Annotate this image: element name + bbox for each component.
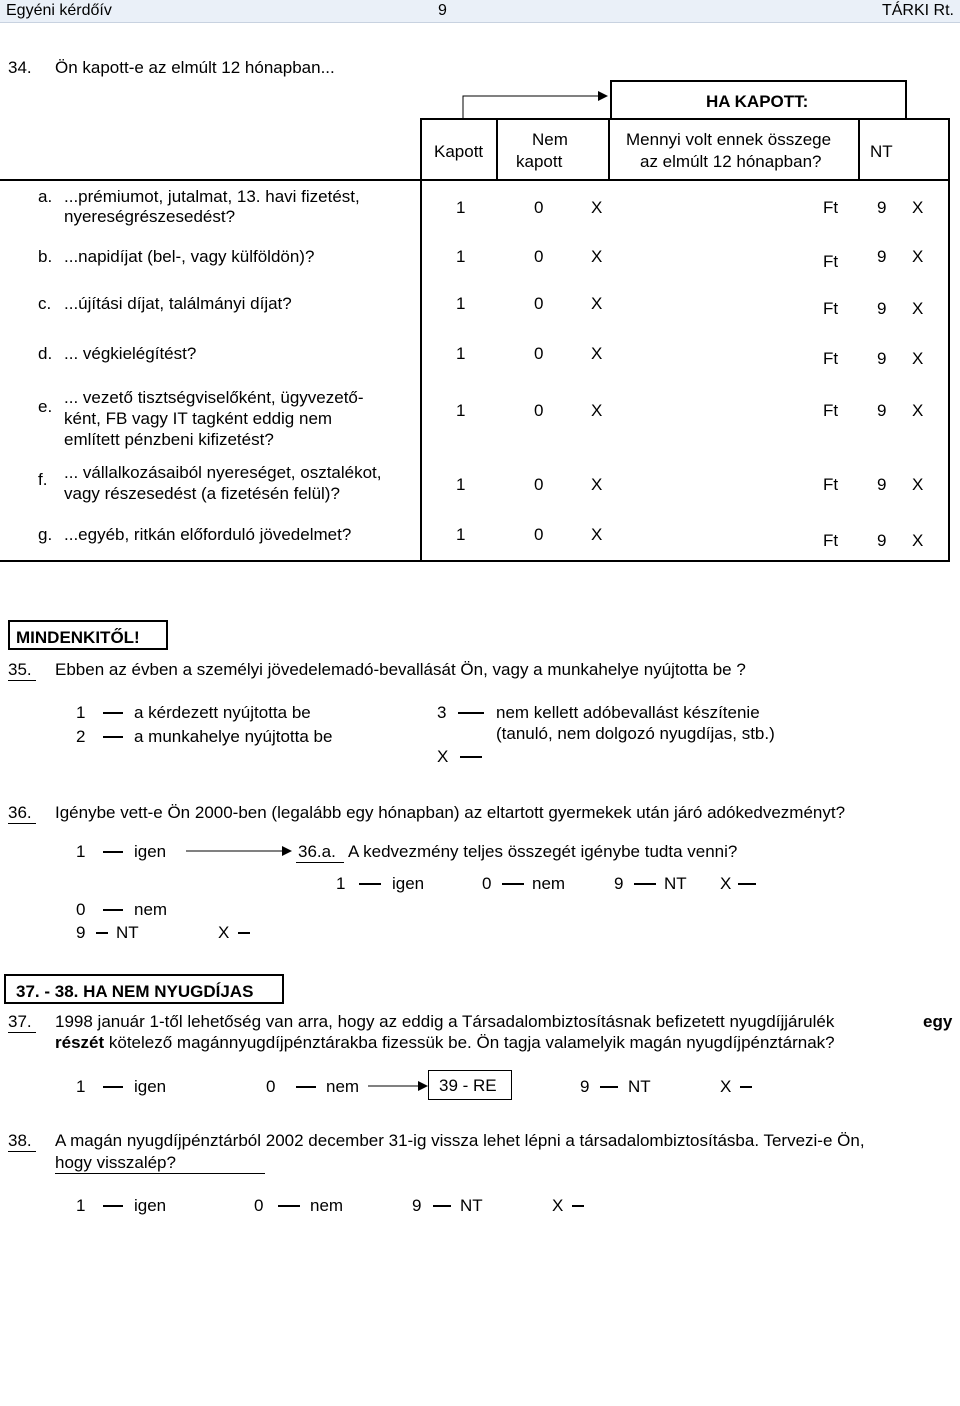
row-e-code-0[interactable]: 0 [534,401,544,420]
dash [600,1086,618,1088]
row-b-code-9[interactable]: 9 [877,247,887,266]
q38-ox-code[interactable]: X [552,1196,564,1215]
q36a-o9-code[interactable]: 9 [614,874,624,893]
row-b-code-0[interactable]: 0 [534,247,544,266]
header-left: Egyéni kérdőív [6,2,112,19]
q38-o9-code[interactable]: 9 [412,1196,422,1215]
q37-skip-label: 39 - RE [439,1076,497,1095]
q37-o1-code[interactable]: 1 [76,1077,86,1096]
row-a-code-x[interactable]: X [591,198,603,217]
q35-o2-code[interactable]: 2 [76,727,86,746]
row-a-ft: Ft [823,198,839,217]
col-nt: NT [870,142,893,161]
row-f-ft: Ft [823,475,839,494]
q38-text2: hogy visszalép? [55,1153,176,1172]
row-a-letter: a. [38,187,53,206]
q36-o9-text: NT [116,923,139,942]
row-f-code-0[interactable]: 0 [534,475,544,494]
q37-skip-box [428,1070,512,1100]
row-d-letter: d. [38,344,53,363]
q35-ox-code[interactable]: X [437,747,449,766]
row-d-code-x[interactable]: X [591,344,603,363]
row-b-code-x2[interactable]: X [912,247,924,266]
row-d-code-9[interactable]: 9 [877,349,887,368]
row-c-text1: ...újítási díjat, találmányi díjat? [64,294,292,313]
row-d-ft: Ft [823,349,839,368]
q36a-number: 36.a. [298,842,336,861]
row-f-text1: ... vállalkozásaiból nyereséget, osztalékot, [64,463,382,482]
q37-text2: kötelező magánnyugdíjpénztárakba fizessük be. Ön tagja valamelyik magán nyugdíjpénztárnak? [104,1033,835,1052]
q35-o1-code[interactable]: 1 [76,703,86,722]
row-d-code-1[interactable]: 1 [456,344,466,363]
row-f-code-x[interactable]: X [591,475,603,494]
q36a-o1-code[interactable]: 1 [336,874,346,893]
row-a-code-x2[interactable]: X [912,198,924,217]
row-c-code-0[interactable]: 0 [534,294,544,313]
row-b-letter: b. [38,247,53,266]
row-g-code-x2[interactable]: X [912,531,924,550]
q35-o3-text1: nem kellett adóbevallást készítenie [496,703,760,722]
q38-o1-code[interactable]: 1 [76,1196,86,1215]
q38-text1: A magán nyugdíjpénztárból 2002 december 31-ig vissza lehet lépni a társadalombiztosításba. Tervezi-e Ön, [55,1131,865,1150]
q38-number: 38. [8,1131,32,1150]
q37-text1: 1998 január 1-től lehetőség van arra, hogy az eddig a Társadalombiztosításnak befizetett nyugdíjjárulék [55,1012,835,1031]
q35-text: Ebben az évben a személyi jövedelemadó-bevallását Ön, vagy a munkahelye nyújtotta be ? [55,660,746,679]
q35-o2-text: a munkahelye nyújtotta be [134,727,333,746]
row-b-text1: ...napidíjat (bel-, vagy külföldön)? [64,247,315,266]
q37-bold-reszet: részét [55,1033,105,1052]
row-c-code-9[interactable]: 9 [877,299,887,318]
row-e-code-x[interactable]: X [591,401,603,420]
q38-o0-text: nem [310,1196,344,1215]
row-a-code-9[interactable]: 9 [877,198,887,217]
row-e-ft: Ft [823,401,839,420]
row-g-code-x[interactable]: X [591,525,603,544]
col-nem-line2: kapott [516,152,563,171]
q34-text: Ön kapott-e az elmúlt 12 hónapban... [55,58,335,77]
q37-o9-text: NT [628,1077,651,1096]
q37-o9-code[interactable]: 9 [580,1077,590,1096]
q36a-o1-text: igen [392,874,425,893]
q36-o1-text: igen [134,842,167,861]
dash [103,1205,123,1207]
row-g-letter: g. [38,525,53,544]
col-kapott: Kapott [434,142,484,161]
q36-o9-code[interactable]: 9 [76,923,86,942]
row-e-letter: e. [38,397,53,416]
col-nem-line1: Nem [532,130,568,149]
q35-o3-text2: (tanuló, nem dolgozó nyugdíjas, stb.) [496,724,775,743]
dash [433,1205,451,1207]
q36a-o0-code[interactable]: 0 [482,874,492,893]
row-c-code-x[interactable]: X [591,294,603,313]
q36a-o0-text: nem [532,874,566,893]
q36a-ox-code[interactable]: X [720,874,732,893]
row-f-text2: vagy részesedést (a fizetésén felül)? [64,484,340,503]
row-a-code-1[interactable]: 1 [456,198,466,217]
row-g-text1: ...egyéb, ritkán előforduló jövedelmet? [64,525,352,544]
row-d-code-x2[interactable]: X [912,349,924,368]
q37-o0-code[interactable]: 0 [266,1077,276,1096]
row-b-ft: Ft [823,252,839,271]
q37-ox-code[interactable]: X [720,1077,732,1096]
q38-o0-code[interactable]: 0 [254,1196,264,1215]
header-right: TÁRKI Rt. [881,2,954,19]
q37-o0-text: nem [326,1077,360,1096]
row-a-code-0[interactable]: 0 [534,198,544,217]
row-b-code-x[interactable]: X [591,247,603,266]
row-e-code-x2[interactable]: X [912,401,924,420]
q37-o1-text: igen [134,1077,167,1096]
row-e-text2: ként, FB vagy IT tagként eddig nem [64,409,333,428]
q35-o3-code[interactable]: 3 [437,703,447,722]
q35-o1-text: a kérdezett nyújtotta be [134,703,311,722]
row-c-code-1[interactable]: 1 [456,294,466,313]
row-g-code-9[interactable]: 9 [877,531,887,550]
row-c-ft: Ft [823,299,839,318]
row-g-ft: Ft [823,531,839,550]
row-g-code-0[interactable]: 0 [534,525,544,544]
q36-o0-text: nem [134,900,168,919]
dash [572,1205,584,1207]
q36-o0-code[interactable]: 0 [76,900,86,919]
row-a-text2: nyereségrészesedést? [64,207,236,226]
q34-number: 34. [8,58,32,77]
row-f-letter: f. [38,470,48,489]
row-c-code-x2[interactable]: X [912,299,924,318]
row-e-text1: ... vezető tisztségviselőként, ügyvezető- [64,388,364,407]
row-e-text3: említett pénzbeni kifizetést? [64,430,274,449]
row-b-code-1[interactable]: 1 [456,247,466,266]
row-f-code-x2[interactable]: X [912,475,924,494]
row-c-letter: c. [38,294,52,313]
row-f-code-9[interactable]: 9 [877,475,887,494]
mindenkitol-label: MINDENKITŐL! [16,628,140,647]
section-label: 37. - 38. HA NEM NYUGDÍJAS [16,982,254,1001]
q38-o9-text: NT [460,1196,483,1215]
row-e-code-1[interactable]: 1 [456,401,466,420]
q38-o1-text: igen [134,1196,167,1215]
row-d-text1: ... végkielégítést? [64,344,197,363]
dash [740,1086,752,1088]
row-f-code-1[interactable]: 1 [456,475,466,494]
row-e-code-9[interactable]: 9 [877,401,887,420]
q36a-text: A kedvezmény teljes összegét igénybe tudta venni? [348,842,738,861]
row-d-code-0[interactable]: 0 [534,344,544,363]
col-mennyi-line1: Mennyi volt ennek összege [626,130,832,149]
col-mennyi-line2: az elmúlt 12 hónapban? [640,152,822,171]
q36-text: Igénybe vett-e Ön 2000-ben (legalább egy hónapban) az eltartott gyermekek után járó adókedvezményt? [55,803,846,822]
q35-number: 35. [8,660,32,679]
q37-number: 37. [8,1012,32,1031]
dash [278,1205,300,1207]
ha-kapott-label: HA KAPOTT: [706,92,809,111]
q37-bold-egy: egy [923,1012,953,1031]
q38-number-underline [8,1151,36,1152]
q36a-o9-text: NT [664,874,687,893]
row-a-text1: ...prémiumot, jutalmat, 13. havi fizetést, [64,187,360,206]
q36-number: 36. [8,803,32,822]
page-number: 9 [438,2,447,19]
q36-o1-code[interactable]: 1 [76,842,86,861]
row-g-code-1[interactable]: 1 [456,525,466,544]
q38-text-underline [55,1173,265,1174]
q36-ox-code[interactable]: X [218,923,230,942]
